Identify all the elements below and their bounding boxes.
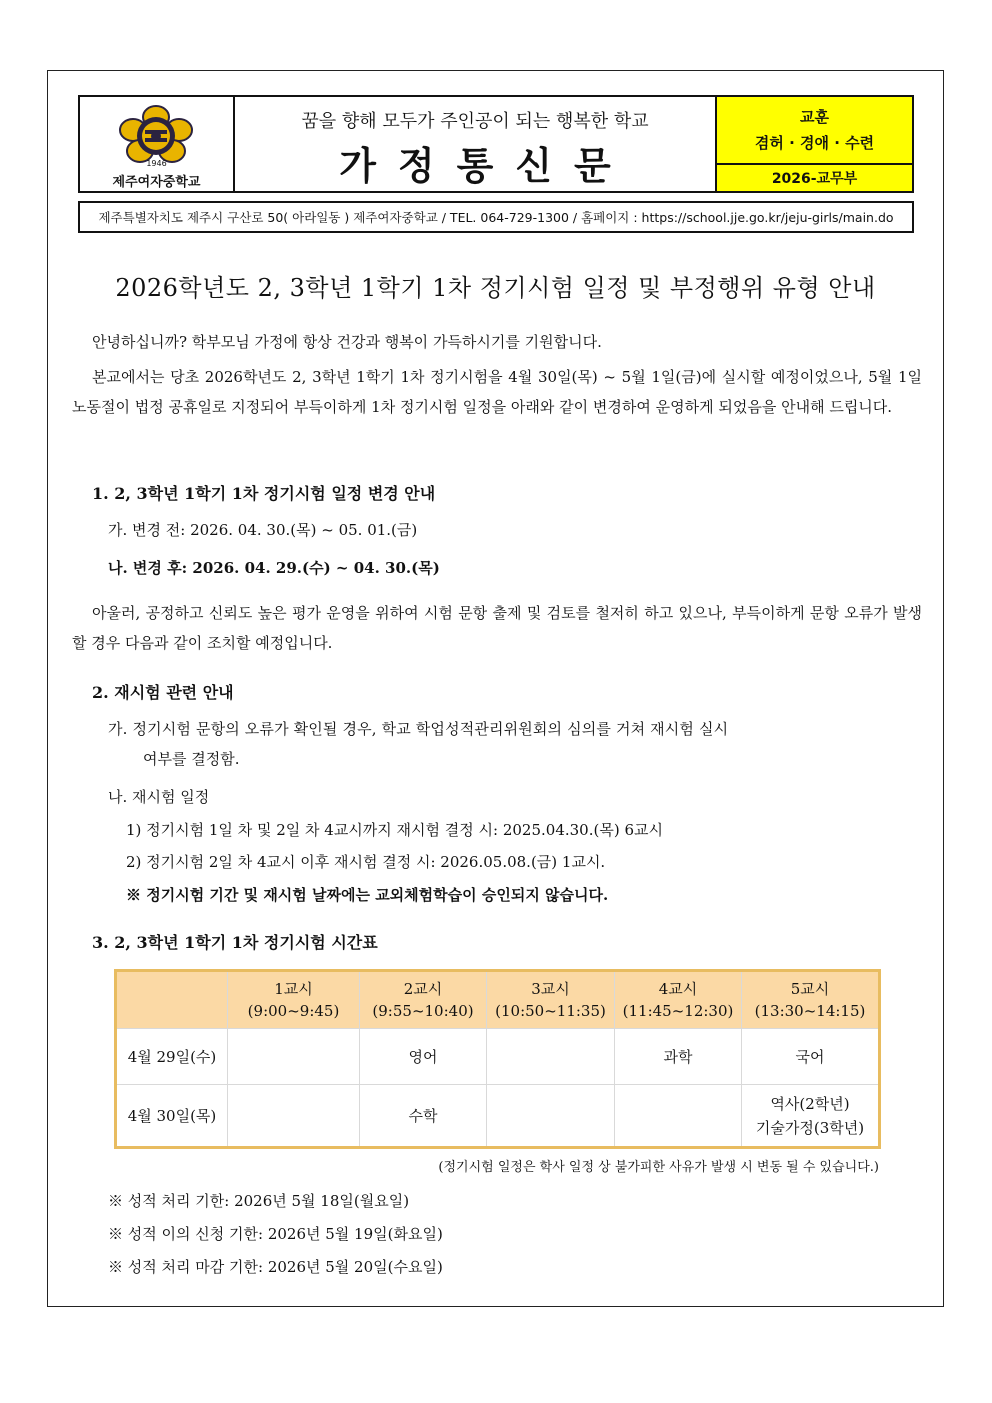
period-header: 4교시 (11:45~12:30): [615, 971, 742, 1029]
motto-box: [717, 97, 912, 165]
exam-subject: [615, 1085, 742, 1148]
exam-subject: 영어: [360, 1029, 487, 1085]
section2-heading: 2. 재시험 관련 안내: [92, 683, 234, 702]
field-trip-warning: ※ 정기시험 기간 및 재시험 날짜에는 교외체험학습이 승인되지 않습니다.: [126, 886, 609, 904]
school-logo-cell: [80, 97, 235, 191]
retest-schedule-1: 1) 정기시험 1일 차 및 2일 차 4교시까지 재시험 결정 시: 2025.04.30.(목) 6교시: [126, 821, 663, 839]
deadline-item: ※ 성적 이의 신청 기한: 2026년 5월 19일(화요일): [108, 1225, 443, 1243]
exam-subject: 역사(2학년) 기술가정(3학년): [742, 1085, 880, 1148]
newsletter-title-cell: [235, 97, 717, 191]
intro-paragraph: 본교에서는 당초 2026학년도 2, 3학년 1학기 1차 정기시험을 4월 30일(목) ~ 5월 1일(금)에 실시할 예정이었으나, 5월 1일 노동절이 법정 공휴일로 지정되어 부득이하게 1차 정기시험 일정을 아래와 같이 변경하여 운영하게 되었음을 안내해 드립니다.: [72, 368, 922, 416]
period-header: 5교시 (13:30~14:15): [742, 971, 880, 1029]
greeting-text: 안녕하십니까? 학부모님 가정에 항상 건강과 행복이 가득하시기를 기원합니다.: [92, 333, 602, 351]
retest-schedule-2: 2) 정기시험 2일 차 4교시 이후 재시험 결정 시: 2026.05.08.(금) 1교시.: [126, 853, 606, 871]
table-row: [116, 1029, 880, 1085]
exam-subject: [487, 1085, 615, 1148]
school-founding-year: 1946: [146, 159, 167, 168]
document-title: 2026학년도 2, 3학년 1학기 1차 정기시험 일정 및 부정행위 유형 안내: [115, 274, 876, 302]
exam-date: 4월 30일(목): [116, 1085, 228, 1148]
section3-heading: 3. 2, 3학년 1학기 1차 정기시험 시간표: [92, 933, 378, 952]
table-row: [116, 1085, 880, 1148]
document-code: 2026-교무부: [771, 171, 858, 187]
timetable-note: (정기시험 일정은 학사 일정 상 불가피한 사유가 발생 시 변동 될 수 있습니다.): [438, 1160, 879, 1175]
timetable-corner: [116, 971, 228, 1029]
exam-subject: 국어: [742, 1029, 880, 1085]
deadline-item: ※ 성적 처리 기한: 2026년 5월 18일(월요일): [108, 1192, 410, 1210]
newsletter-title: 가정통신문: [339, 144, 633, 188]
section1-heading: 1. 2, 3학년 1학기 1차 정기시험 일정 변경 안내: [92, 484, 436, 503]
retest-item-b: 나. 재시험 일정: [108, 788, 210, 806]
retest-item-a-cont: 여부를 결정함.: [143, 750, 240, 768]
schedule-before: 가. 변경 전: 2026. 04. 30.(목) ~ 05. 01.(금): [108, 521, 418, 539]
retest-item-a: 가. 정기시험 문항의 오류가 확인될 경우, 학교 학업성적관리위원회의 심의를 거쳐 재시험 실시: [108, 720, 729, 738]
exam-subject: [487, 1029, 615, 1085]
deadline-item: ※ 성적 처리 마감 기한: 2026년 5월 20일(수요일): [108, 1258, 443, 1276]
timetable-header-row: [116, 971, 880, 1029]
exam-timetable: [114, 969, 881, 1149]
exam-subject: 과학: [615, 1029, 742, 1085]
school-slogan: 꿈을 향해 모두가 주인공이 되는 행복한 학교: [301, 111, 649, 132]
schedule-after: 나. 변경 후: 2026. 04. 29.(수) ~ 04. 30.(목): [108, 559, 440, 577]
school-address-bar: 제주특별자치도 제주시 구산로 50( 아라일동 ) 제주여자중학교 / TEL. 064-729-1300 / 홈페이지 : https://school.jje.go.kr/jeju-girls/main.do: [78, 201, 914, 233]
period-header: 1교시 (9:00~9:45): [228, 971, 360, 1029]
newsletter-header: [78, 95, 914, 193]
exam-subject: 수학: [360, 1085, 487, 1148]
exam-subject: [228, 1085, 360, 1148]
exam-subject: [228, 1029, 360, 1085]
school-name: 제주여자중학교: [112, 175, 201, 190]
exam-date: 4월 29일(수): [116, 1029, 228, 1085]
error-policy-paragraph: 아울러, 공정하고 신뢰도 높은 평가 운영을 위하여 시험 문항 출제 및 검토를 철저히 하고 있으나, 부득이하게 문항 오류가 발생할 경우 다음과 같이 조치할 예정입니다.: [72, 604, 922, 652]
period-header: 2교시 (9:55~10:40): [360, 971, 487, 1029]
motto-text: 겸허 · 경애 · 수련: [754, 134, 875, 152]
period-header: 3교시 (10:50~11:35): [487, 971, 615, 1029]
motto-label: 교훈: [800, 108, 829, 126]
motto-cell: [717, 97, 912, 191]
